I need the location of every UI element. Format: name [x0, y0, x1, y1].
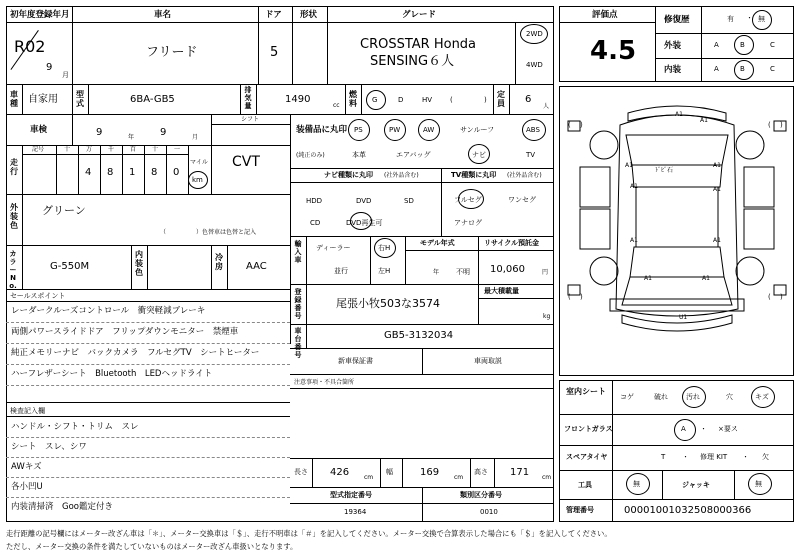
divider: [6, 289, 290, 290]
divider: [211, 124, 212, 194]
selling-line: レーダークルーズコントロール 衝突軽減ブレーキ: [11, 306, 206, 316]
digit-header: 千: [108, 146, 115, 153]
color-note: （ ）色替車は色替と記入: [160, 229, 257, 236]
divider: [22, 84, 23, 114]
divider: [290, 458, 554, 459]
divider: [78, 145, 79, 194]
selling-line: ハーフレザーシート Bluetooth LEDヘッドライト: [11, 369, 213, 379]
equip-navi: ナビ: [472, 151, 486, 159]
divider: [240, 84, 241, 114]
mileage-digit: 8: [107, 167, 114, 178]
inspector-line: AWキズ: [11, 462, 42, 472]
exterior-label: 外装: [664, 41, 682, 51]
nav-dvd: DVD: [356, 197, 372, 205]
equip-pw: PW: [389, 126, 401, 134]
divider: [734, 470, 735, 499]
score-label: 評価点: [592, 10, 618, 20]
displacement-value: 1490: [285, 94, 311, 105]
width-value: 169: [420, 467, 440, 478]
color-value: グリーン: [42, 204, 86, 217]
management-label: 管理番号: [566, 506, 594, 514]
spare-t: T: [661, 453, 666, 461]
year-reg-label: 初年度登録年月: [10, 10, 70, 20]
divider: [290, 284, 554, 285]
shift-value: CVT: [232, 154, 260, 170]
fuel-g: G: [372, 96, 378, 104]
divider: [88, 84, 89, 114]
spare-kit: 修理 KIT: [700, 453, 728, 461]
inspection-label: 車検: [30, 125, 48, 135]
car-name: フリード: [146, 45, 198, 60]
divider: [6, 145, 290, 146]
svg-text:(: (: [568, 293, 571, 301]
damage-mark: A1: [713, 186, 721, 193]
divider: [6, 416, 290, 417]
equip-airbag: エアバッグ: [396, 151, 431, 159]
reg-month-unit: 月: [62, 71, 69, 79]
import-parallel: 並行: [334, 267, 348, 275]
mileage-digit: 1: [129, 167, 136, 178]
tv-analog: アナログ: [454, 219, 482, 227]
divider: [478, 298, 554, 299]
inspection-month: 9: [160, 127, 167, 138]
svg-text:): ): [580, 293, 583, 301]
inspector-label: 検査記入欄: [10, 407, 45, 415]
svg-text:(: (: [568, 121, 571, 129]
seat-scratch: キズ: [755, 393, 769, 401]
divider: [422, 487, 423, 522]
inspector-line: ハンドル・シフト・トリム スレ: [11, 422, 139, 432]
vehicle-label: 車種: [10, 90, 18, 108]
divider: [211, 124, 290, 125]
divider: [290, 182, 554, 183]
tv-label: TV種類に丸印: [451, 171, 497, 179]
divider: [6, 497, 290, 498]
divider: [559, 22, 655, 23]
damage-mark: A1: [644, 275, 652, 282]
divider: [509, 84, 510, 114]
divider: [6, 194, 290, 195]
equipment-label: 装備品に丸印: [296, 125, 348, 135]
wheel-rear-right: [736, 257, 764, 285]
damage-mark: A1: [713, 162, 721, 169]
divider: [6, 343, 290, 344]
digit-header: 十: [152, 146, 159, 153]
divider: [256, 84, 257, 114]
seat-dirt: 汚れ: [686, 393, 700, 401]
management-value: 0000100103250800036​6: [624, 505, 752, 516]
svg-text:): ): [580, 121, 583, 129]
shape-label: 形状: [300, 10, 318, 20]
spare-label: スペアタイヤ: [566, 453, 608, 461]
divider: [612, 380, 613, 522]
divider: [22, 154, 188, 155]
tv-oneseg: ワンセグ: [508, 196, 536, 204]
divider: [6, 402, 290, 403]
inspection-year: 9: [96, 127, 103, 138]
divider: [6, 477, 290, 478]
divider: [144, 145, 145, 194]
divider: [380, 458, 381, 487]
ac-label: 冷房: [215, 253, 223, 271]
mileage-digit: 8: [151, 167, 158, 178]
divider: [405, 250, 554, 251]
nav-sd: SD: [404, 197, 414, 205]
inspector-line: 内装清掃済 Goo鑑定付き: [11, 502, 113, 512]
row1-header-line: [6, 22, 554, 23]
ext-grade-b: B: [740, 41, 745, 49]
windshield-replace: ×要ス: [718, 425, 738, 433]
divider: [662, 470, 663, 499]
divider: [470, 458, 471, 487]
svg-text:(: (: [768, 293, 771, 301]
mile-label: マイル: [190, 159, 208, 166]
class-no-label: 類別区分番号: [460, 491, 502, 499]
model-year-unit: 年: [433, 269, 440, 276]
svg-text:): ): [780, 121, 783, 129]
divider: [6, 301, 290, 302]
tools-label: 工具: [578, 481, 592, 489]
wheel-front-left: [590, 131, 618, 159]
mileage-digit: 4: [85, 167, 92, 178]
windshield-sep: ・: [700, 425, 707, 433]
footer-line2: ただし、メーター交換の条件を満たしていないものはメーター改ざん車扱いとなります。: [6, 542, 298, 551]
drive-4wd: 4WD: [526, 61, 543, 69]
type-no-value: 19364: [344, 508, 367, 516]
divider: [306, 284, 307, 348]
divider: [312, 458, 313, 487]
divider: [290, 236, 554, 237]
inspection-year-unit: 年: [128, 134, 135, 141]
interior-color-label: 内装色: [135, 250, 143, 277]
width-unit: cm: [454, 474, 464, 481]
divider: [327, 6, 328, 84]
divider: [345, 84, 346, 114]
nav-label: ナビ種類に丸印: [324, 171, 373, 179]
damage-note: ﾄﾞﾋﾞ石: [655, 167, 674, 174]
left-h: 左H: [378, 267, 391, 275]
notes-label: 注意事項・不具合箇所: [294, 379, 355, 386]
nav-dvdplay: DVD再生可: [346, 219, 383, 227]
jack-label: ジャッキ: [682, 481, 710, 489]
new-warranty: 新車保証書: [338, 357, 373, 365]
divider: [227, 245, 228, 289]
divider: [493, 84, 494, 114]
divider: [655, 6, 656, 82]
divider: [211, 245, 212, 289]
recycle-value: 10,060: [490, 264, 525, 275]
inspection-month-unit: 月: [192, 134, 199, 141]
divider: [131, 245, 132, 289]
int-grade-a: A: [714, 65, 719, 73]
divider: [6, 322, 290, 323]
color-code-label: カラーNo.: [9, 250, 17, 290]
seat-hole: 穴: [726, 393, 733, 401]
divider: [22, 245, 23, 289]
inspector-line: シート スレ、シワ: [11, 442, 87, 452]
color-label: 外装色: [10, 203, 18, 230]
equip-aw: AW: [423, 126, 435, 134]
capacity-value: 6: [525, 94, 532, 105]
displacement-label: 排気量: [244, 86, 252, 110]
import-dealer: ディーラー: [316, 244, 351, 252]
divider: [292, 6, 293, 84]
class-no-value: 0010: [480, 508, 498, 516]
recycle-label: リサイクル預託金: [484, 239, 540, 247]
divider: [188, 145, 189, 194]
height-unit: cm: [542, 474, 552, 481]
divider: [441, 168, 442, 236]
svg-text:(: (: [768, 121, 771, 129]
divider: [478, 284, 479, 324]
recycle-unit: 円: [542, 269, 549, 276]
tools-value: 無: [633, 480, 640, 488]
damage-mark: A1: [630, 183, 638, 190]
selling-line: 両側パワースライドドア フリップダウンモニター 禁煙車: [11, 327, 239, 337]
ext-grade-a: A: [714, 41, 719, 49]
divider: [6, 114, 554, 115]
model-label: 型式: [76, 90, 84, 108]
import-label: 輸入車: [294, 240, 302, 264]
divider: [72, 114, 73, 145]
seat-burn: コゲ: [620, 393, 634, 401]
mileage-label: 走行: [10, 158, 18, 176]
max-load-unit: kg: [543, 313, 551, 320]
damage-mark: A1: [675, 111, 683, 118]
divider: [258, 6, 259, 84]
spare-none: 欠: [762, 453, 769, 461]
fuel-d: D: [398, 96, 404, 104]
capacity-unit: 人: [543, 103, 550, 110]
nav-hdd: HDD: [306, 197, 323, 205]
divider: [361, 84, 362, 114]
nav-sub: (社外品含む): [384, 172, 419, 179]
ext-grade-c: C: [770, 41, 775, 49]
chassis-label: 車台番号: [294, 327, 302, 359]
repair-label: 修復歴: [664, 15, 690, 25]
windshield-a: A: [681, 425, 686, 433]
fuel-hv: HV: [422, 96, 433, 104]
door-value: 5: [270, 45, 279, 60]
digit-header: 十: [64, 146, 71, 153]
inspector-line: 各小凹U: [11, 482, 43, 492]
equip-ps: PS: [354, 126, 363, 134]
tv-fullseg: フルセグ: [454, 196, 482, 204]
damage-mark: U1: [679, 314, 688, 321]
manual: 車両取説: [474, 357, 502, 365]
windshield-label: フロントガラス: [564, 425, 613, 433]
divider: [72, 6, 73, 84]
seat-label: 室内シート: [566, 387, 606, 396]
equip-sunroof: サンルーフ: [460, 126, 495, 134]
repair-no: 無: [758, 15, 765, 23]
divider: [56, 145, 57, 194]
fuel-label: 燃料: [349, 90, 357, 108]
separator: ・: [746, 14, 753, 22]
divider: [655, 33, 794, 34]
divider: [559, 499, 794, 500]
grade-line2: SENSING６人: [370, 54, 455, 69]
divider: [290, 374, 554, 375]
model-year-label: モデル年式: [420, 239, 455, 247]
length-value: 426: [330, 467, 350, 478]
divider: [6, 457, 290, 458]
divider: [147, 245, 148, 289]
footer-line1: 走行距離の記号欄にはメーター改ざん車は「＊」、メーター交換車は「＄」、走行不明車は「＃」を記入してください。メーター交換で合算表示した場合にも「＄」を記入してください。: [6, 529, 612, 538]
registration-value: 尾張小牧503な3574: [336, 297, 440, 310]
divider: [6, 364, 290, 365]
digit-header: 一: [174, 146, 181, 153]
ac-value: AAC: [246, 261, 267, 272]
divider: [22, 194, 23, 245]
divider: [559, 414, 794, 415]
length-unit: cm: [364, 474, 374, 481]
divider: [122, 145, 123, 194]
displacement-unit: cc: [333, 102, 340, 109]
digit-header: 万: [86, 146, 93, 153]
seat-tear: 破れ: [654, 393, 668, 401]
interior-label: 内装: [664, 65, 682, 75]
damage-mark: A1: [625, 162, 633, 169]
divider: [402, 458, 403, 487]
grade-label: グレード: [402, 10, 437, 20]
divider: [701, 6, 702, 82]
drive-2wd: 2WD: [526, 30, 543, 38]
selling-points-label: セールスポイント: [10, 292, 66, 300]
divider: [559, 470, 794, 471]
vehicle-value: 自家用: [28, 94, 58, 105]
mileage-digit: 0: [173, 167, 180, 178]
km-label: km: [192, 176, 203, 184]
divider: [370, 236, 371, 284]
divider: [290, 324, 554, 325]
divider: [290, 388, 554, 389]
height-value: 171: [510, 467, 530, 478]
car-name-label: 車名: [154, 10, 172, 20]
divider: [515, 22, 516, 84]
spare-sep2: ・: [742, 453, 749, 461]
nav-cd: CD: [310, 219, 321, 227]
wheel-front-right: [736, 131, 764, 159]
divider: [6, 385, 290, 386]
divider: [494, 458, 495, 487]
divider: [478, 236, 479, 284]
divider: [6, 437, 290, 438]
era-year: R02: [14, 37, 46, 56]
width-label: 幅: [386, 468, 393, 476]
chassis-value: GB5-3132034: [384, 330, 454, 341]
max-load-label: 最大積載量: [484, 287, 519, 295]
divider: [100, 145, 101, 194]
damage-mark: A1: [700, 117, 708, 124]
divider: [290, 114, 291, 344]
selling-line: 純正メモリーナビ バックカメラ フルセグTV シートヒーター: [11, 348, 260, 358]
capacity-label: 定員: [497, 90, 505, 108]
fuel-paren-open: (: [450, 96, 453, 104]
int-grade-c: C: [770, 65, 775, 73]
divider: [166, 145, 167, 194]
divider: [655, 58, 794, 59]
equip-abs: ABS: [526, 126, 540, 134]
divider: [6, 245, 290, 246]
svg-text:): ): [780, 293, 783, 301]
model-value: 6BA-GB5: [130, 94, 175, 105]
divider: [405, 236, 406, 284]
equipment-sub-label: (純正のみ): [296, 152, 325, 159]
divider: [306, 236, 307, 284]
tv-sub: (社外品含む): [507, 172, 542, 179]
height-label: 高さ: [474, 468, 488, 476]
wheel-rear-left: [590, 257, 618, 285]
divider: [422, 348, 423, 374]
grade-line1: CROSSTAR Honda: [360, 37, 477, 52]
equip-tv: TV: [526, 151, 536, 159]
length-label: 長さ: [294, 468, 308, 476]
color-code-value: G-550M: [50, 261, 90, 272]
damage-mark: A1: [702, 275, 710, 282]
damage-mark: A1: [713, 237, 721, 244]
car-diagram: [560, 87, 793, 375]
shift-label: シフト: [241, 116, 260, 123]
divider: [72, 84, 73, 114]
damage-mark: A1: [630, 237, 638, 244]
int-grade-b: B: [740, 65, 745, 73]
fuel-paren-close: ): [484, 96, 487, 104]
spare-sep: ・: [682, 453, 689, 461]
repair-yes: 有: [727, 15, 734, 23]
reg-month: 9: [46, 62, 53, 73]
divider: [290, 168, 554, 169]
equip-leather: 本革: [352, 151, 366, 159]
jack-value: 無: [755, 480, 762, 488]
divider: [559, 445, 794, 446]
mileage-sign-label: 記号: [32, 146, 45, 153]
door-label: ドア: [265, 10, 282, 20]
registration-label: 登録番号: [294, 288, 302, 320]
right-h: 右H: [378, 244, 391, 252]
model-year-value: 不明: [456, 268, 470, 276]
divider: [22, 145, 23, 194]
digit-header: 百: [130, 146, 137, 153]
type-no-label: 型式指定番号: [330, 491, 372, 499]
score-value: 4.5: [590, 36, 637, 66]
